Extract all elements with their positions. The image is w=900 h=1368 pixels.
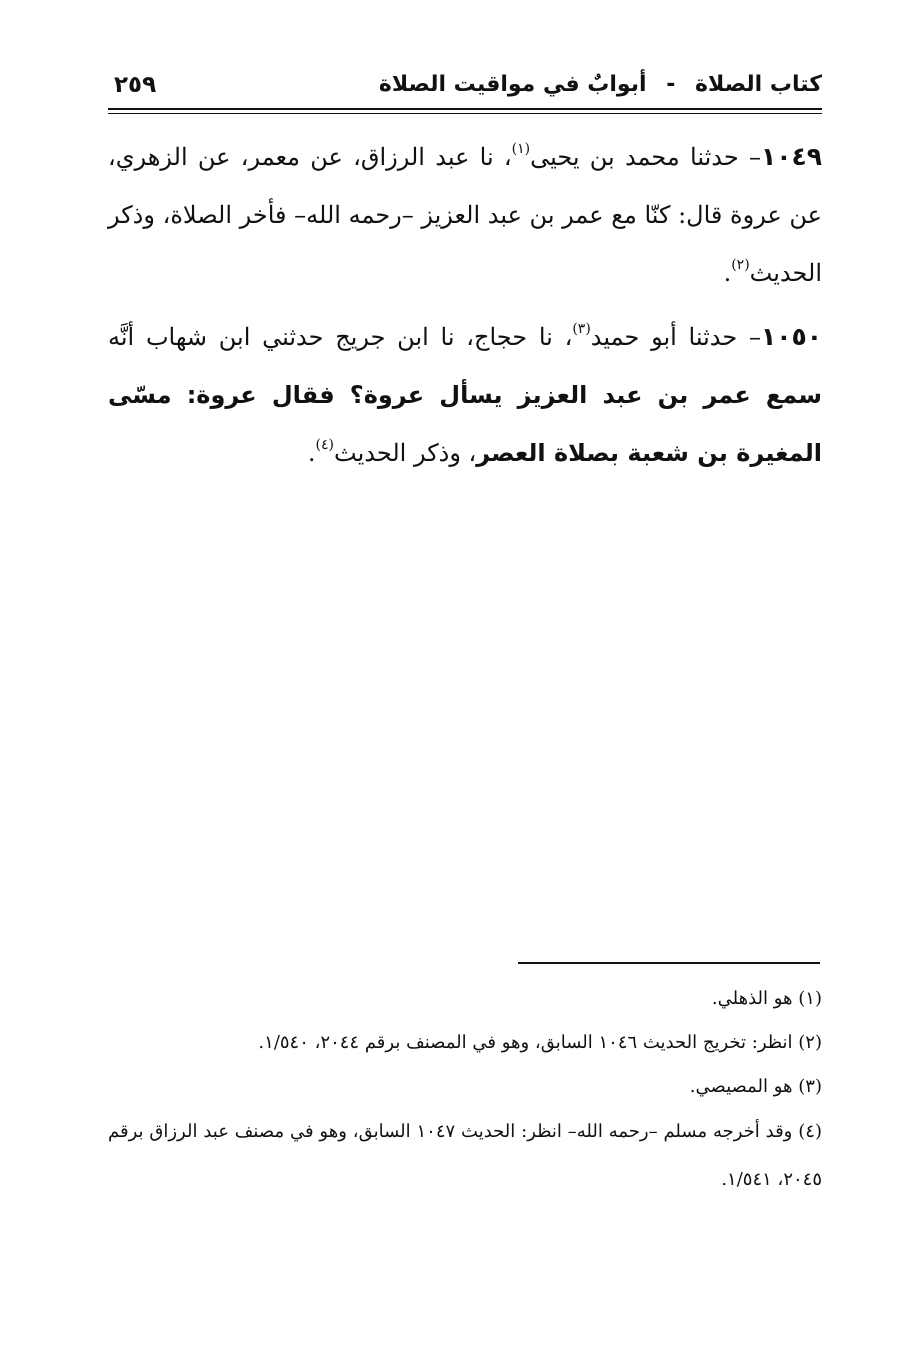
footnotes	[108, 986, 822, 1222]
hadith-1050	[108, 308, 822, 482]
hadith-text-segment: .	[723, 259, 732, 287]
header-rule-thin	[108, 113, 822, 114]
footnote-text: هو الذهلي.	[711, 988, 793, 1009]
footnote-text: هو المصيصي.	[689, 1076, 793, 1097]
header-chapter-title: أبوابٌ في مواقيت الصلاة	[378, 72, 647, 97]
footnote-4	[108, 1108, 822, 1204]
hadith-text-segment: – حدثنا أبو حميد	[590, 323, 761, 351]
main-text	[108, 128, 822, 488]
hadith-1049	[108, 128, 822, 302]
hadith-text-segment: ، وذكر الحديث	[334, 439, 477, 467]
footnote-2	[108, 1030, 822, 1056]
page-number: ٢٥٩	[114, 72, 157, 98]
footnote-separator	[518, 962, 820, 964]
footnote-text: انظر: تخريج الحديث ١٠٤٦ السابق، وهو في المصنف برقم ٢٠٤٤، ١/٥٤٠.	[258, 1032, 793, 1053]
footnote-ref[interactable]: (٣)	[572, 321, 591, 337]
hadith-text-segment: .	[307, 439, 316, 467]
footnote-marker: (١)	[798, 988, 822, 1009]
hadith-bold-segment: سمع عمر بن عبد العزيز يسأل عروة؟ فقال عروة: مسّى المغيرة بن شعبة بصلاة العصر	[108, 381, 822, 467]
footnote-text: وقد أخرجه مسلم –رحمه الله– انظر: الحديث ١٠٤٧ السابق، وهو في مصنف عبد الرزاق برقم ٢٠٤٥، ١/٥٤١.	[108, 1121, 822, 1190]
hadith-number: ١٠٥٠	[760, 322, 822, 351]
footnote-marker: (٣)	[798, 1076, 822, 1097]
header-separator: -	[666, 72, 676, 97]
footnote-marker: (٤)	[798, 1121, 822, 1142]
hadith-number: ١٠٤٩	[760, 142, 822, 171]
footnote-marker: (٢)	[798, 1032, 822, 1053]
footnote-ref[interactable]: (١)	[511, 141, 531, 157]
hadith-text-segment: – حدثنا محمد بن يحيى	[530, 143, 761, 171]
running-header	[108, 66, 822, 112]
hadith-text-segment: ، نا عبد الرزاق، عن معمر، عن الزهري، عن عروة قال: كنّا مع عمر بن عبد العزيز –رحمه الله– فأخر الصلاة، وذكر الحديث	[108, 143, 822, 287]
header-rule	[108, 108, 822, 110]
footnote-3	[108, 1074, 822, 1100]
header-book-title: كتاب الصلاة	[695, 72, 822, 97]
hadith-text-segment: ، نا حجاج، نا ابن جريج حدثني ابن شهاب أنَّه	[108, 323, 573, 351]
header-title	[379, 72, 822, 97]
footnote-1	[108, 986, 822, 1012]
footnote-ref[interactable]: (٢)	[731, 257, 750, 273]
footnote-ref[interactable]: (٤)	[315, 437, 335, 453]
